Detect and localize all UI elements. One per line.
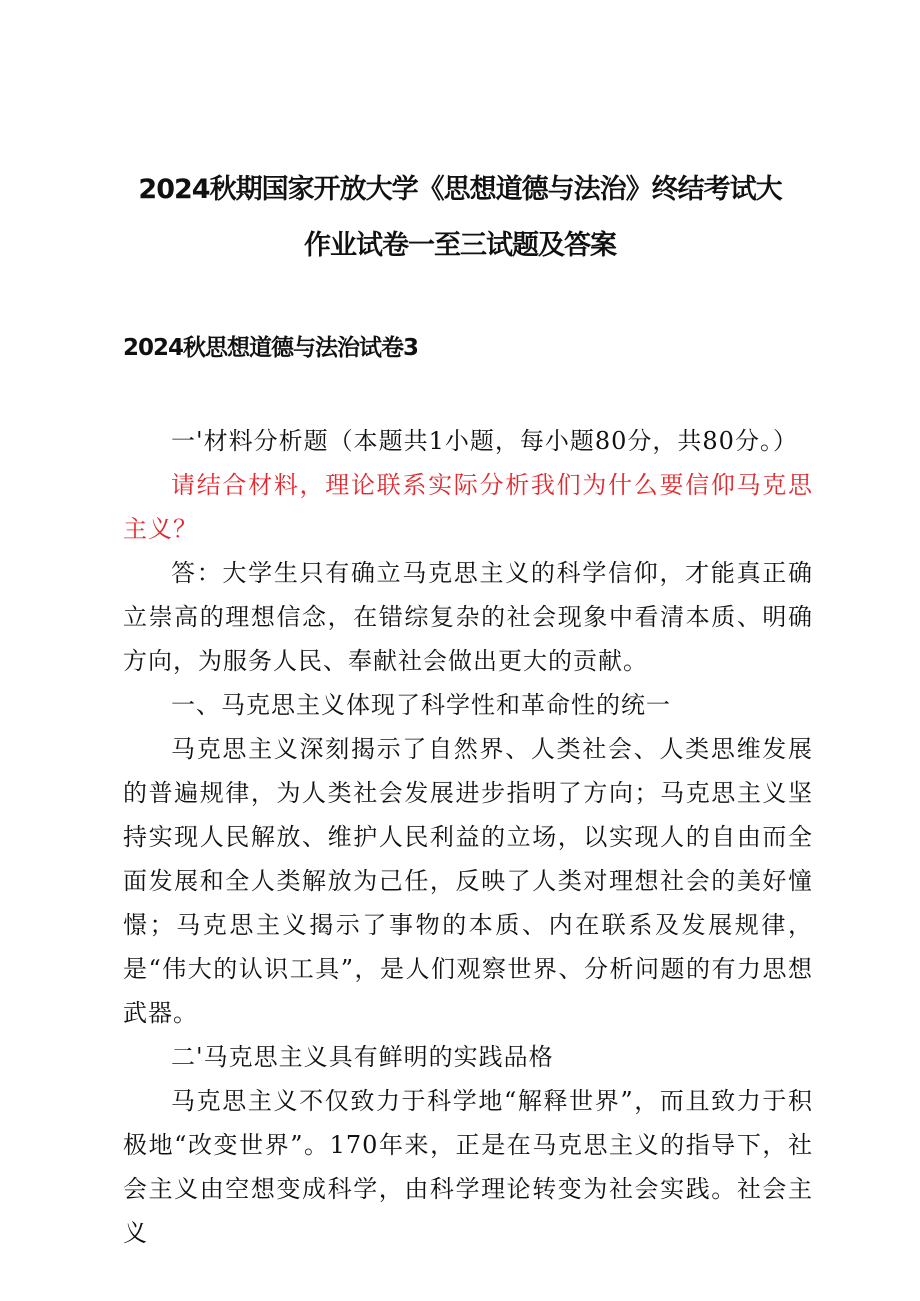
document-title-line-2: 作业试卷一至三试题及答案 <box>304 230 616 261</box>
document-title-line-1: 2024秋期国家开放大学《思想道德与法治》终结考试大 <box>138 174 782 205</box>
document-title <box>60 162 860 274</box>
answer-intro-paragraph: 答：大学生只有确立马克思主义的科学信仰，才能真正确立崇高的理想信念，在错综复杂的社会现象中看清本质、明确方向，为服务人民、奉献社会做出更大的贡献。 <box>123 559 813 675</box>
answer-point-1-heading: 一、马克思主义体现了科学性和革命性的统一 <box>171 691 671 719</box>
answer-point-1-body: 马克思主义深刻揭示了自然界、人类社会、人类思维发展的普遍规律，为人类社会发展进步指明了方向；马克思主义坚持实现人民解放、维护人民利益的立场，以实现人的自由而全面发展和全人类解放为己任，反映了人类对理想社会的美好憧憬；马克思主义揭示了事物的本质、内在联系及发展规律，是“伟大的认识工具”，是人们观察世界、分析问题的有力思想武器。 <box>123 735 813 1027</box>
answer-point-2-body: 马克思主义不仅致力于科学地“解释世界”，而且致力于积极地“改变世界”。170年来，正是在马克思主义的指导下，社会主义由空想变成科学，由科学理论转变为社会实践。社会主义 <box>123 1087 813 1247</box>
question-text: 请结合材料，理论联系实际分析我们为什么要信仰马克思主义？ <box>123 471 813 543</box>
exam-section-heading: 一'材料分析题（本题共1小题，每小题80分，共80分。） <box>171 427 798 455</box>
section-title: 2024秋思想道德与法治试卷3 <box>123 335 419 361</box>
answer-point-2-heading: 二'马克思主义具有鲜明的实践品格 <box>171 1043 554 1071</box>
document-body <box>123 419 813 1255</box>
